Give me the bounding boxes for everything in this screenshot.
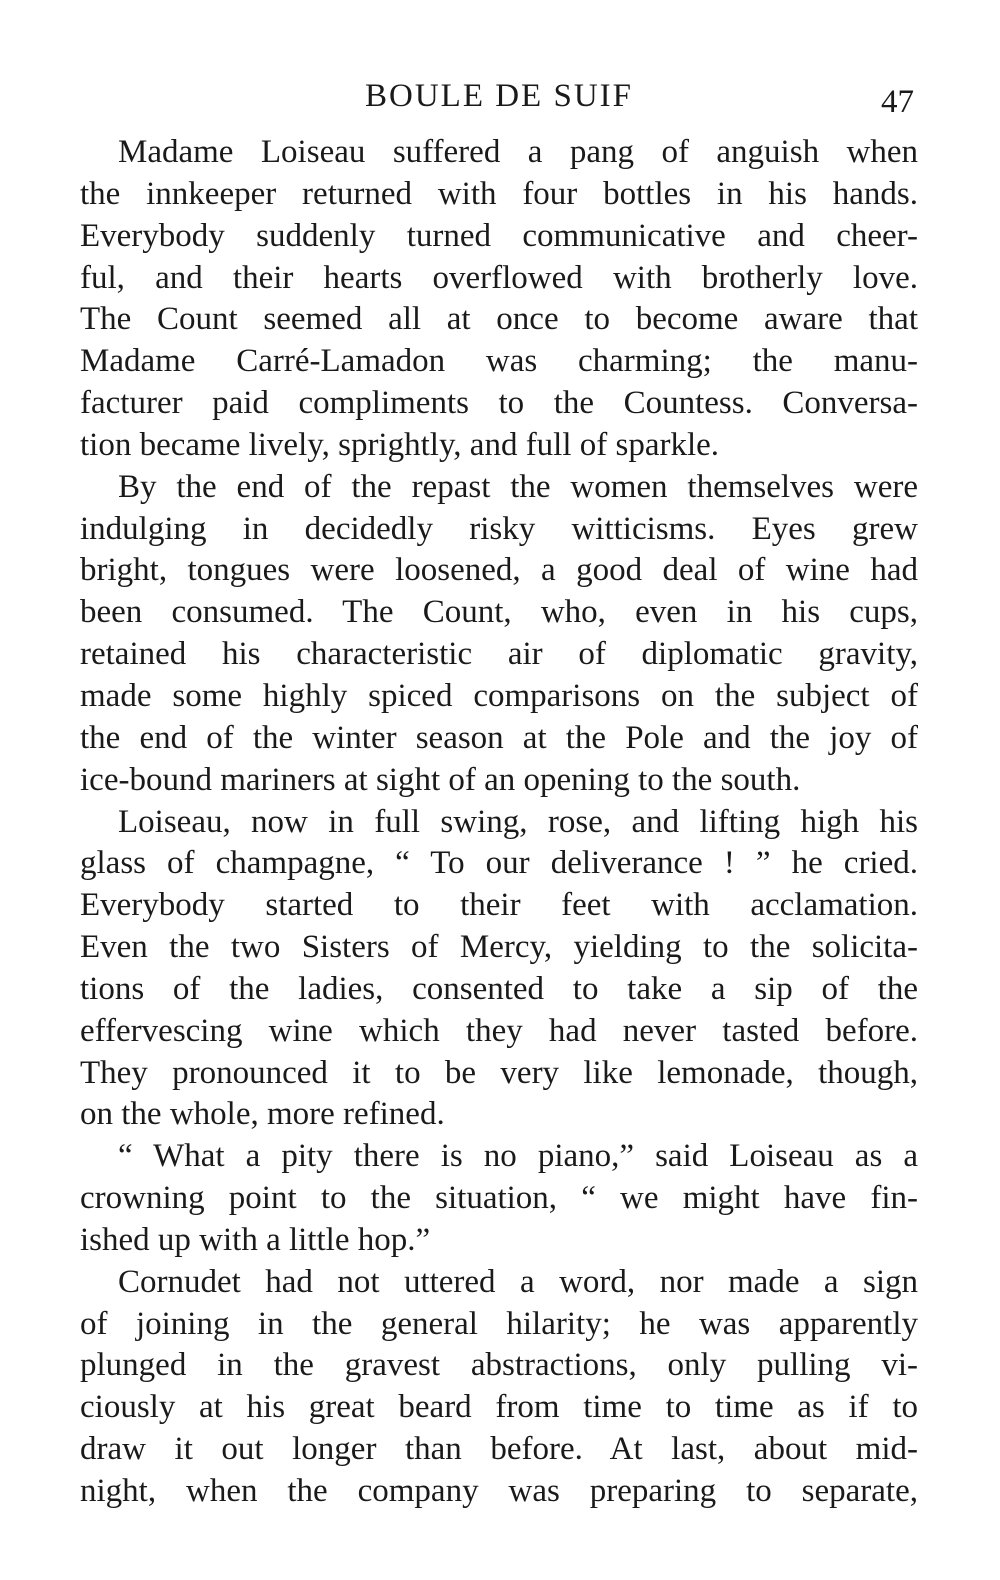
paragraph (80, 1262, 918, 1513)
text-line: glass of champagne, “ To our deliverance ! ” he cried. (80, 845, 918, 882)
book-page (80, 72, 918, 1513)
text-line: indulging in decidedly risky witticisms. Eyes grew (80, 510, 918, 547)
text-line: “ What a pity there is no piano,” said Loiseau as a (118, 1138, 918, 1175)
running-title: BOULE DE SUIF (364, 78, 633, 114)
text-line: By the end of the repast the women themselves were (118, 468, 918, 505)
text-line: of joining in the general hilarity; he was apparently (80, 1305, 918, 1342)
text-line: Madame Carré-Lamadon was charming; the manu- (80, 343, 918, 380)
paragraph (80, 467, 918, 802)
text-line: made some highly spiced comparisons on the subject of (80, 677, 918, 714)
text-line: Even the two Sisters of Mercy, yielding to the solicita- (80, 929, 918, 966)
text-line: retained his characteristic air of diplomatic gravity, (80, 636, 918, 673)
text-line: tion became lively, sprightly, and full of sparkle. (80, 426, 720, 463)
text-line: Everybody started to their feet with acclamation. (80, 887, 918, 924)
text-line: The Count seemed all at once to become aware that (80, 301, 918, 338)
text-line: ful, and their hearts overflowed with brotherly love. (80, 259, 918, 296)
text-line: tions of the ladies, consented to take a sip of the (80, 970, 918, 1007)
text-line: the end of the winter season at the Pole and the joy of (80, 719, 918, 756)
text-line: They pronounced it to be very like lemonade, though, (80, 1054, 918, 1091)
text-line: facturer paid compliments to the Countess. Conversa- (80, 385, 918, 422)
text-line: ice-bound mariners at sight of an opening to the south. (80, 761, 801, 798)
text-line: effervescing wine which they had never tasted before. (80, 1012, 918, 1049)
text-line: Everybody suddenly turned communicative and cheer- (80, 217, 918, 254)
text-line: plunged in the gravest abstractions, only pulling vi- (80, 1347, 918, 1384)
text-line: Madame Loiseau suffered a pang of anguish when (118, 134, 918, 170)
text-line: the innkeeper returned with four bottles in his hands. (80, 175, 918, 212)
text-line: bright, tongues were loosened, a good deal of wine had (80, 552, 918, 589)
paragraph (80, 1136, 918, 1262)
text-line: draw it out longer than before. At last, about mid- (80, 1431, 918, 1468)
body-text (80, 132, 918, 1513)
paragraph (80, 132, 918, 467)
page-number: 47 (881, 84, 914, 120)
text-line: Cornudet had not uttered a word, nor made a sign (118, 1263, 918, 1300)
running-head (80, 72, 918, 132)
text-line: night, when the company was preparing to separate, (80, 1473, 918, 1509)
paragraph (80, 802, 918, 1137)
text-line: been consumed. The Count, who, even in his cups, (80, 594, 918, 631)
text-line: ciously at his great beard from time to time as if to (80, 1389, 918, 1426)
text-line: on the whole, more refined. (80, 1096, 445, 1133)
text-line: crowning point to the situation, “ we might have fin- (80, 1180, 918, 1217)
text-line: ished up with a little hop.” (80, 1221, 431, 1258)
text-line: Loiseau, now in full swing, rose, and lifting high his (118, 803, 918, 840)
